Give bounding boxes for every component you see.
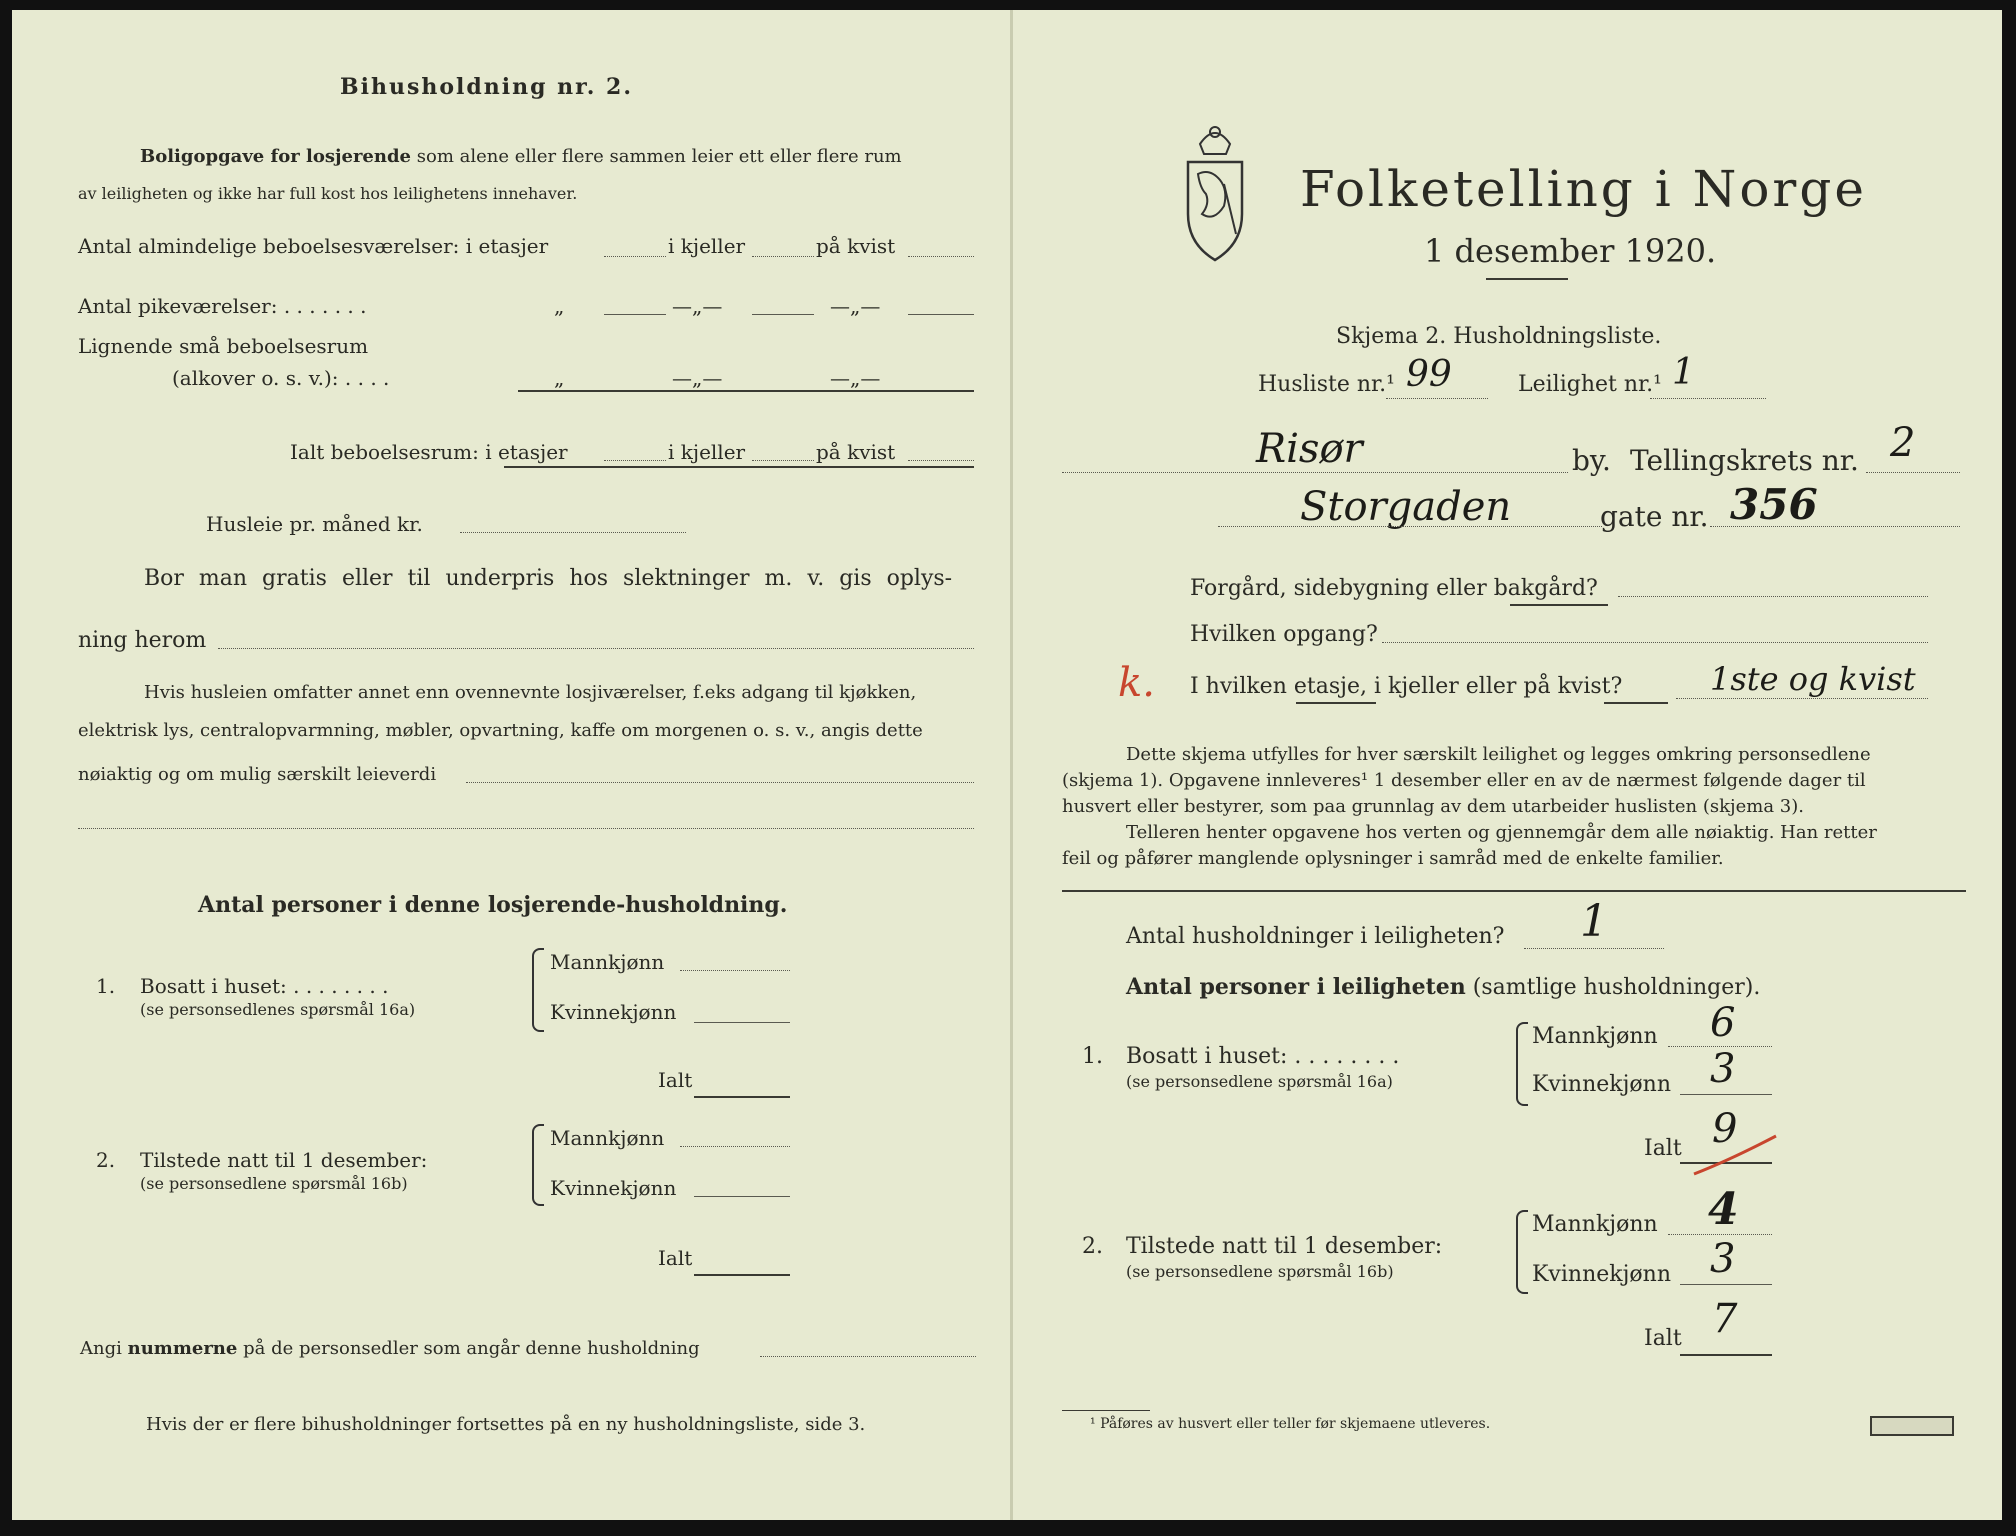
leilighet-field[interactable] bbox=[1650, 398, 1766, 399]
leieverdi-field-2[interactable] bbox=[78, 828, 974, 829]
gate-field[interactable] bbox=[1218, 526, 1602, 527]
angi-field[interactable] bbox=[760, 1356, 976, 1357]
instr-line2: (skjema 1). Opgavene innleveres¹ 1 desember eller en av de nærmest følgende dager til bbox=[1062, 770, 1866, 791]
left-heading: Bihusholdning nr. 2. bbox=[340, 74, 633, 100]
etasje-underline bbox=[1296, 702, 1376, 704]
left-q1-sub: (se personsedlenes spørsmål 16a) bbox=[140, 1000, 416, 1019]
right-q1-mann-value: 6 bbox=[1710, 1000, 1736, 1046]
husleie-label: Husleie pr. måned kr. bbox=[206, 512, 423, 536]
lign-underline bbox=[518, 390, 974, 392]
ialt-kjeller-label: i kjeller bbox=[668, 440, 746, 464]
antal-hush-field[interactable] bbox=[1524, 948, 1664, 949]
right-q2-brace bbox=[1516, 1210, 1528, 1294]
skjema-label: Skjema 2. Husholdningsliste. bbox=[1336, 324, 1662, 349]
left-q2-kvinne-label: Kvinnekjønn bbox=[550, 1176, 677, 1200]
date-underline bbox=[1486, 278, 1568, 280]
left-q2-brace bbox=[532, 1124, 544, 1206]
etasje-field[interactable] bbox=[1676, 698, 1928, 699]
gate-value: Storgaden bbox=[1300, 484, 1512, 530]
right-q1-brace bbox=[1516, 1022, 1528, 1106]
left-q2-num: 2. bbox=[96, 1148, 116, 1172]
left-q2-ialt-label: Ialt bbox=[658, 1246, 693, 1270]
red-check-mark: k. bbox=[1118, 660, 1155, 706]
etasje-value: 1ste og kvist bbox=[1710, 660, 1916, 698]
rooms-etasjer-field[interactable] bbox=[604, 256, 666, 257]
antal-pers-bold: Antal personer i leiligheten bbox=[1126, 974, 1466, 1000]
rooms-kjeller-field[interactable] bbox=[752, 256, 814, 257]
rooms-kvist-label: på kvist bbox=[816, 234, 896, 258]
right-q2-ialt-label: Ialt bbox=[1644, 1326, 1682, 1351]
lign-label-2: (alkover o. s. v.): . . . . bbox=[172, 366, 390, 390]
pike-field-3[interactable] bbox=[908, 314, 974, 315]
krets-label: Tellingskrets nr. bbox=[1630, 444, 1859, 477]
left-antal-heading: Antal personer i denne losjerende-husholdning. bbox=[198, 892, 788, 918]
printer-stamp-icon bbox=[1870, 1416, 1954, 1436]
right-q2-mann-field[interactable] bbox=[1668, 1234, 1772, 1235]
ialt-kjeller-field[interactable] bbox=[752, 460, 814, 461]
pike-ditto-3: —„— bbox=[830, 294, 881, 318]
ialt-kvist-field[interactable] bbox=[908, 460, 974, 461]
right-q1-sub: (se personsedlene spørsmål 16a) bbox=[1126, 1072, 1393, 1091]
instr-line4: Telleren henter opgavene hos verten og gjennemgår dem alle nøiaktig. Han retter bbox=[1126, 822, 1877, 843]
gatenr-value: 356 bbox=[1730, 480, 1818, 529]
right-q1-kvinne-label: Kvinnekjønn bbox=[1532, 1072, 1671, 1097]
form-title: Folketelling i Norge bbox=[1300, 160, 1867, 218]
rooms-label: Antal almindelige beboelsesværelser: i etasjer bbox=[78, 234, 549, 258]
right-q1-label: Bosatt i huset: . . . . . . . . bbox=[1126, 1044, 1400, 1069]
left-q1-brace bbox=[532, 948, 544, 1032]
lign-ditto: „ bbox=[554, 366, 565, 390]
husliste-field[interactable] bbox=[1386, 398, 1488, 399]
lign-ditto-2: —„— bbox=[672, 366, 723, 390]
lign-label-1: Lignende små beboelsesrum bbox=[78, 334, 369, 358]
forgard-field[interactable] bbox=[1618, 596, 1928, 597]
left-q1-kvinne-field[interactable] bbox=[694, 1022, 790, 1023]
right-q2-kvinne-value: 3 bbox=[1710, 1236, 1736, 1282]
ialt-rooms-underline bbox=[504, 466, 974, 468]
left-intro-line1 bbox=[140, 146, 902, 167]
husliste-label: Husliste nr.¹ bbox=[1258, 372, 1395, 397]
form-date: 1 desember 1920. bbox=[1424, 232, 1717, 270]
left-q1-ialt-field[interactable] bbox=[694, 1096, 790, 1098]
left-q1-mann-label: Mannkjønn bbox=[550, 950, 665, 974]
right-q2-mann-label: Mannkjønn bbox=[1532, 1212, 1658, 1237]
left-q1-kvinne-label: Kvinnekjønn bbox=[550, 1000, 677, 1024]
krets-value: 2 bbox=[1890, 420, 1916, 466]
instr-line5: feil og påfører manglende oplysninger i samråd med de enkelte familier. bbox=[1062, 848, 1724, 869]
pike-label: Antal pikeværelser: . . . . . . . bbox=[78, 294, 367, 318]
hvis-line2: elektrisk lys, centralopvarmning, møbler, opvartning, kaffe om morgenen o. s. v., angis dette bbox=[78, 720, 923, 741]
hvis-line1: Hvis husleien omfatter annet enn ovennevnte losjiværelser, f.eks adgang til kjøkken, bbox=[144, 682, 917, 703]
bor-field[interactable] bbox=[218, 648, 974, 649]
etasje-question: I hvilken etasje, i kjeller eller på kvist? bbox=[1190, 674, 1623, 699]
antal-pers-rest: (samtlige husholdninger). bbox=[1472, 975, 1761, 1000]
antal-pers-line bbox=[1126, 974, 1760, 1000]
right-q2-mann-value: 4 bbox=[1708, 1184, 1739, 1235]
right-q2-num: 2. bbox=[1082, 1234, 1103, 1259]
left-q2-sub: (se personsedlene spørsmål 16b) bbox=[140, 1174, 408, 1193]
leieverdi-field[interactable] bbox=[466, 782, 974, 783]
ialt-rooms-label: Ialt beboelsesrum: i etasjer bbox=[290, 440, 568, 464]
rooms-kvist-field[interactable] bbox=[908, 256, 974, 257]
angi-bold: nummerne bbox=[127, 1338, 238, 1359]
footnote: ¹ Påføres av husvert eller teller før skjemaene utleveres. bbox=[1090, 1416, 1491, 1432]
opgang-question: Hvilken opgang? bbox=[1190, 622, 1378, 647]
right-q2-sub: (se personsedlene spørsmål 16b) bbox=[1126, 1262, 1394, 1281]
left-q2-label: Tilstede natt til 1 desember: bbox=[140, 1148, 428, 1172]
pike-field-1[interactable] bbox=[604, 314, 666, 315]
left-q2-ialt-field[interactable] bbox=[694, 1274, 790, 1276]
right-q1-mann-label: Mannkjønn bbox=[1532, 1024, 1658, 1049]
rooms-kjeller-label: i kjeller bbox=[668, 234, 746, 258]
right-q1-num: 1. bbox=[1082, 1044, 1103, 1069]
forgard-question: Forgård, sidebygning eller bakgård? bbox=[1190, 576, 1598, 601]
antal-hush-label: Antal husholdninger i leiligheten? bbox=[1126, 924, 1505, 949]
left-q1-label: Bosatt i huset: . . . . . . . . bbox=[140, 974, 389, 998]
intro-bold: Boligopgave for losjerende bbox=[140, 146, 412, 167]
instr-line3: husvert eller bestyrer, som paa grunnlag av dem utarbeider huslisten (skjema 3). bbox=[1062, 796, 1804, 817]
krets-field[interactable] bbox=[1866, 472, 1960, 473]
leilighet-value: 1 bbox=[1672, 352, 1695, 393]
left-q1-ialt-label: Ialt bbox=[658, 1068, 693, 1092]
left-q2-mann-label: Mannkjønn bbox=[550, 1126, 665, 1150]
intro-rest: som alene eller flere sammen leier ett eller flere rum bbox=[416, 146, 902, 167]
coat-of-arms-icon bbox=[1180, 114, 1250, 264]
left-footer: Hvis der er flere bihusholdninger fortsettes på en ny husholdningsliste, side 3. bbox=[146, 1414, 866, 1435]
instr-line1: Dette skjema utfylles for hver særskilt leilighet og legges omkring personsedlene bbox=[1126, 744, 1871, 765]
left-q1-num: 1. bbox=[96, 974, 116, 998]
leilighet-label: Leilighet nr.¹ bbox=[1518, 372, 1662, 397]
pike-ditto-2: —„— bbox=[672, 294, 723, 318]
kvist-underline bbox=[1604, 702, 1668, 704]
gate-label: gate nr. bbox=[1600, 500, 1709, 533]
husliste-value: 99 bbox=[1406, 354, 1452, 395]
hvis-line3: nøiaktig og om mulig særskilt leieverdi bbox=[78, 764, 437, 785]
bakgard-underline bbox=[1510, 604, 1608, 606]
by-field[interactable] bbox=[1062, 472, 1568, 473]
red-correction-stroke-icon bbox=[1690, 1130, 1780, 1180]
page-fold bbox=[1010, 10, 1013, 1520]
instr-rule bbox=[1062, 890, 1966, 892]
antal-hush-value: 1 bbox=[1580, 896, 1608, 947]
lign-ditto-3: —„— bbox=[830, 366, 881, 390]
ialt-etasjer-field[interactable] bbox=[604, 460, 666, 461]
right-q1-ialt-label: Ialt bbox=[1644, 1136, 1682, 1161]
left-q1-mann-field[interactable] bbox=[680, 970, 790, 971]
ialt-kvist-label: på kvist bbox=[816, 440, 896, 464]
by-label: by. bbox=[1572, 444, 1611, 477]
footnote-rule bbox=[1062, 1410, 1150, 1411]
bor-line2: ning herom bbox=[78, 628, 207, 653]
right-q2-kvinne-field[interactable] bbox=[1680, 1284, 1772, 1285]
angi-line bbox=[80, 1338, 700, 1359]
bor-line1: Bor man gratis eller til underpris hos slektninger m. v. gis oplys- bbox=[144, 566, 953, 591]
by-value: Risør bbox=[1256, 426, 1363, 472]
right-q2-ialt-value: 7 bbox=[1712, 1296, 1738, 1342]
angi-pre: Angi bbox=[80, 1338, 122, 1359]
right-q2-kvinne-label: Kvinnekjønn bbox=[1532, 1262, 1671, 1287]
angi-post: på de personsedler som angår denne husholdning bbox=[243, 1338, 700, 1359]
gatenr-field[interactable] bbox=[1710, 526, 1960, 527]
opgang-field[interactable] bbox=[1382, 642, 1928, 643]
pike-ditto: „ bbox=[554, 294, 565, 318]
right-q1-ialt-value: 9 bbox=[1712, 1106, 1738, 1152]
right-q1-kvinne-field[interactable] bbox=[1680, 1094, 1772, 1095]
right-q2-label: Tilstede natt til 1 desember: bbox=[1126, 1234, 1443, 1259]
left-q2-kvinne-field[interactable] bbox=[694, 1196, 790, 1197]
left-q2-mann-field[interactable] bbox=[680, 1146, 790, 1147]
left-intro-line2: av leiligheten og ikke har full kost hos leilighetens innehaver. bbox=[78, 184, 578, 203]
husleie-field[interactable] bbox=[460, 532, 686, 533]
right-q1-kvinne-value: 3 bbox=[1710, 1046, 1736, 1092]
pike-field-2[interactable] bbox=[752, 314, 814, 315]
right-q2-ialt-field[interactable] bbox=[1680, 1354, 1772, 1356]
